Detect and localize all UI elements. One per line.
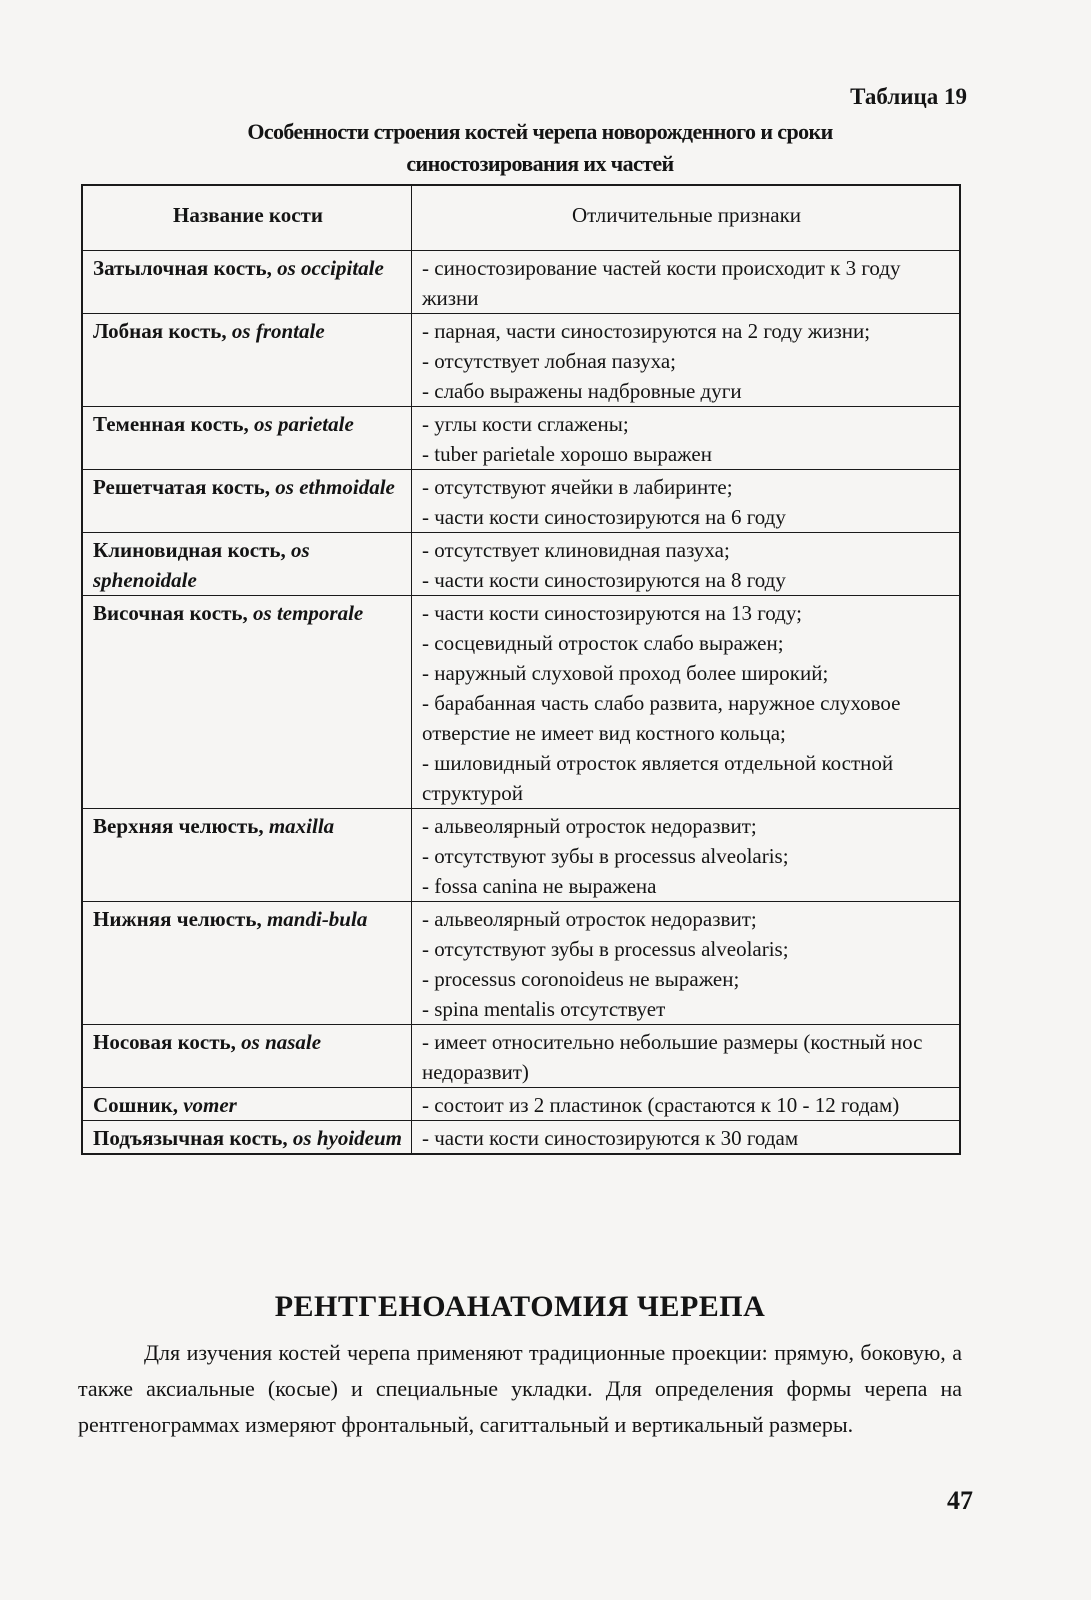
bone-name-cell: [82, 809, 412, 902]
section-title: РЕНТГЕНОАНАТОМИЯ ЧЕРЕПА: [274, 1290, 766, 1323]
feature-item: - отсутствуют зубы в processus alveolaris;: [422, 844, 789, 868]
feature-item: - имеет относительно небольшие размеры (костный нос недоразвит): [422, 1030, 923, 1084]
page-number: 47: [947, 1486, 973, 1515]
bone-features-cell: [412, 1025, 961, 1088]
feature-item: - части кости синостозируются на 13 году;: [422, 601, 802, 625]
bone-features-cell: [412, 407, 961, 470]
feature-item: - отсутствуют зубы в processus alveolaris;: [422, 937, 789, 961]
feature-item: - spina mentalis отсутствует: [422, 997, 666, 1021]
bone-latin-name: maxilla: [268, 814, 335, 838]
bone-latin-name: os hyoideum: [292, 1126, 403, 1150]
bone-name-cell: [82, 470, 412, 533]
bone-latin-name: os parietale: [254, 412, 354, 436]
table-row: [82, 1025, 960, 1088]
table-caption-line1: Особенности строения костей черепа новорожденного и сроки: [247, 119, 833, 144]
feature-item: - парная, части синостозируются на 2 году жизни;: [422, 319, 871, 343]
feature-item: - синостозирование частей кости происходит к 3 году жизни: [422, 256, 901, 310]
feature-item: - наружный слуховой проход более широкий;: [422, 661, 829, 685]
feature-item: - барабанная часть слабо развита, наружное слуховое отверстие не имеет вид костного кольца;: [422, 691, 901, 745]
feature-item: - части кости синостозируются на 8 году: [422, 568, 786, 592]
bone-name: Решетчатая кость,: [93, 475, 276, 499]
body-paragraph-text: Для изучения костей черепа применяют традиционные проекции: прямую, боковую, а также аксиальные (косые) и специальные укладки. Для определения формы черепа на рентгенограммах измеряют фронтальный, сагиттальный и вертикальный размеры.: [78, 1340, 962, 1437]
bone-name: Височная кость,: [93, 601, 254, 625]
feature-item: - альвеолярный отросток недоразвит;: [422, 907, 757, 931]
feature-item: - сосцевидный отросток слабо выражен;: [422, 631, 784, 655]
bone-name-cell: [82, 407, 412, 470]
bone-latin-name: os temporale: [253, 601, 364, 625]
bone-name: Теменная кость,: [93, 412, 255, 436]
bone-latin-name: os frontale: [231, 319, 325, 343]
bone-features-cell: [412, 902, 961, 1025]
table-row: [82, 314, 960, 407]
feature-item: - части кости синостозируются на 6 году: [422, 505, 786, 529]
bone-latin-name: mandi-bula: [266, 907, 368, 931]
feature-item: - отсутствуют ячейки в лабиринте;: [422, 475, 733, 499]
feature-item: - состоит из 2 пластинок (срастаются к 10 - 12 годам): [422, 1093, 900, 1117]
table-number: Таблица 19: [850, 84, 967, 109]
feature-item: - processus coronoideus не выражен;: [422, 967, 740, 991]
table-row: [82, 902, 960, 1025]
header-bone-name: Название кости: [82, 185, 412, 251]
feature-item: - отсутствует лобная пазуха;: [422, 349, 676, 373]
bone-features-cell: [412, 596, 961, 809]
table-header-row: [82, 185, 960, 251]
bone-features-cell: [412, 470, 961, 533]
table-body: [82, 251, 960, 1155]
feature-item: - углы кости сглажены;: [422, 412, 629, 436]
bone-name-cell: [82, 1088, 412, 1121]
bone-latin-name: os occipitale: [277, 256, 384, 280]
bone-latin-name: os ethmoidale: [275, 475, 395, 499]
table-caption-line2: синостозирования их частей: [406, 151, 674, 176]
bone-name: Лобная кость,: [93, 319, 232, 343]
feature-item: - слабо выражены надбровные дуги: [422, 379, 742, 403]
bone-name: Клиновидная кость,: [93, 538, 292, 562]
table-row: [82, 809, 960, 902]
bone-name: Затылочная кость,: [93, 256, 278, 280]
feature-item: - fossa canina не выражена: [422, 874, 657, 898]
bone-latin-name: vomer: [183, 1093, 237, 1117]
bone-latin-name: os nasale: [241, 1030, 322, 1054]
bone-name-cell: [82, 314, 412, 407]
bone-name-cell: [82, 902, 412, 1025]
feature-item: - альвеолярный отросток недоразвит;: [422, 814, 757, 838]
bone-name-cell: [82, 251, 412, 314]
bone-name: Носовая кость,: [93, 1030, 242, 1054]
table-row: [82, 1088, 960, 1121]
bone-features-cell: [412, 314, 961, 407]
table-row: [82, 533, 960, 596]
bone-name: Верхняя челюсть,: [93, 814, 269, 838]
table-row: [82, 596, 960, 809]
bone-features-cell: [412, 251, 961, 314]
bone-name-cell: [82, 533, 412, 596]
table-caption: [150, 116, 930, 180]
bone-features-cell: [412, 1121, 961, 1155]
bone-latin-name: os sphenoidale: [93, 538, 310, 592]
feature-item: - шиловидный отросток является отдельной костной структурой: [422, 751, 894, 805]
bones-table: [81, 184, 961, 1155]
bone-features-cell: [412, 533, 961, 596]
table-row: [82, 251, 960, 314]
body-paragraph: [78, 1335, 962, 1443]
feature-item: - tuber parietale хорошо выражен: [422, 442, 712, 466]
feature-item: - отсутствует клиновидная пазуха;: [422, 538, 730, 562]
bone-features-cell: [412, 1088, 961, 1121]
bone-name: Сошник,: [93, 1093, 184, 1117]
bone-features-cell: [412, 809, 961, 902]
bone-name-cell: [82, 1025, 412, 1088]
bone-name-cell: [82, 1121, 412, 1155]
table-row: [82, 1121, 960, 1155]
table-row: [82, 407, 960, 470]
bone-name: Нижняя челюсть,: [93, 907, 267, 931]
bone-name: Подъязычная кость,: [93, 1126, 293, 1150]
header-features: Отличительные признаки: [412, 185, 961, 251]
bone-name-cell: [82, 596, 412, 809]
feature-item: - части кости синостозируются к 30 годам: [422, 1126, 799, 1150]
table-row: [82, 470, 960, 533]
